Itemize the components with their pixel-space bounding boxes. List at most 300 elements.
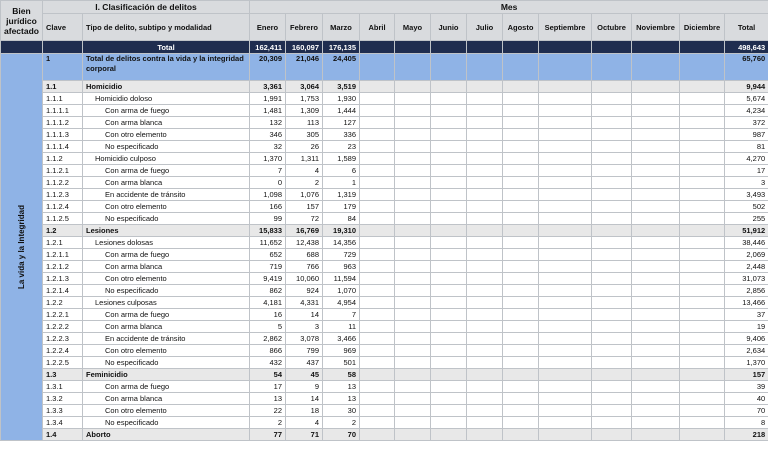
total-month-value — [503, 41, 539, 54]
table-row — [1, 165, 768, 177]
month-value: 688 — [286, 249, 323, 261]
month-value — [395, 129, 431, 141]
month-value: 14 — [286, 309, 323, 321]
month-value — [467, 141, 503, 153]
month-value — [632, 309, 680, 321]
month-value — [539, 213, 592, 225]
month-value — [539, 405, 592, 417]
month-value: 157 — [286, 201, 323, 213]
month-value — [467, 105, 503, 117]
clave-cell: 1.1.2.3 — [43, 189, 83, 201]
month-value — [539, 429, 592, 441]
month-header: Febrero — [286, 14, 323, 41]
month-value — [539, 105, 592, 117]
tipo-cell: Lesiones — [83, 225, 250, 237]
clave-cell: 1.4 — [43, 429, 83, 441]
row-total-value: 40 — [725, 393, 768, 405]
month-value: 1,319 — [323, 189, 360, 201]
table-row — [1, 261, 768, 273]
tipo-header: Tipo de delito, subtipo y modalidad — [83, 14, 250, 41]
month-value — [395, 381, 431, 393]
tipo-cell: Con otro elemento — [83, 201, 250, 213]
month-value — [395, 225, 431, 237]
month-value: 1,098 — [250, 189, 286, 201]
month-value — [360, 381, 395, 393]
month-value — [360, 225, 395, 237]
month-value — [467, 297, 503, 309]
month-value — [431, 249, 467, 261]
table-row — [1, 417, 768, 429]
month-value — [467, 345, 503, 357]
month-value — [680, 261, 725, 273]
row-total-value: 1,370 — [725, 357, 768, 369]
month-value — [431, 297, 467, 309]
month-value — [467, 165, 503, 177]
month-value: 1,930 — [323, 93, 360, 105]
month-value — [503, 225, 539, 237]
month-value: 19,310 — [323, 225, 360, 237]
month-value — [467, 261, 503, 273]
clave-cell: 1.2.1.3 — [43, 273, 83, 285]
month-value — [632, 333, 680, 345]
month-value — [503, 237, 539, 249]
total-header: Total — [725, 14, 768, 41]
table-row — [1, 273, 768, 285]
month-value — [592, 117, 632, 129]
month-value: 1,481 — [250, 105, 286, 117]
row-total-value: 38,446 — [725, 237, 768, 249]
month-value: 11,594 — [323, 273, 360, 285]
month-value: 0 — [250, 177, 286, 189]
month-value — [503, 213, 539, 225]
month-value — [539, 249, 592, 261]
month-value — [592, 405, 632, 417]
month-value — [503, 357, 539, 369]
month-value — [592, 189, 632, 201]
month-value — [539, 369, 592, 381]
month-value — [395, 105, 431, 117]
month-value: 127 — [323, 117, 360, 129]
month-header: Mayo — [395, 14, 431, 41]
month-value: 4,954 — [323, 297, 360, 309]
month-value: 963 — [323, 261, 360, 273]
month-value: 866 — [250, 345, 286, 357]
month-value — [503, 309, 539, 321]
month-value — [395, 81, 431, 93]
month-value — [539, 153, 592, 165]
month-value — [431, 213, 467, 225]
month-value — [539, 381, 592, 393]
month-value — [680, 177, 725, 189]
month-value — [395, 333, 431, 345]
month-value — [632, 165, 680, 177]
month-header: Septiembre — [539, 14, 592, 41]
tipo-cell: Lesiones dolosas — [83, 237, 250, 249]
month-value: 1,444 — [323, 105, 360, 117]
table-row — [1, 153, 768, 165]
row-total-value: 2,634 — [725, 345, 768, 357]
month-value — [395, 54, 431, 81]
month-header: Marzo — [323, 14, 360, 41]
tipo-cell: No especificado — [83, 213, 250, 225]
month-value: 13 — [250, 393, 286, 405]
mes-header: Mes — [250, 1, 768, 14]
row-total-value: 39 — [725, 381, 768, 393]
month-value — [431, 285, 467, 297]
month-value: 969 — [323, 345, 360, 357]
clave-cell: 1.1.1.3 — [43, 129, 83, 141]
month-value — [360, 429, 395, 441]
table-row — [1, 297, 768, 309]
row-total-value: 4,270 — [725, 153, 768, 165]
row-total-value: 81 — [725, 141, 768, 153]
month-value — [539, 165, 592, 177]
tipo-cell: En accidente de tránsito — [83, 333, 250, 345]
month-value — [503, 297, 539, 309]
tipo-cell: Homicidio doloso — [83, 93, 250, 105]
table-row — [1, 105, 768, 117]
month-value — [360, 153, 395, 165]
month-value: 719 — [250, 261, 286, 273]
row-total-value: 5,674 — [725, 93, 768, 105]
month-value — [539, 345, 592, 357]
table-row — [1, 249, 768, 261]
month-value — [503, 381, 539, 393]
clave-cell: 1.2.2.1 — [43, 309, 83, 321]
tipo-cell: Con otro elemento — [83, 405, 250, 417]
month-value — [360, 321, 395, 333]
month-value — [467, 273, 503, 285]
month-value — [431, 261, 467, 273]
month-value: 84 — [323, 213, 360, 225]
table-row — [1, 285, 768, 297]
month-value: 77 — [250, 429, 286, 441]
month-value — [592, 273, 632, 285]
month-value: 336 — [323, 129, 360, 141]
month-value — [592, 381, 632, 393]
month-value — [632, 213, 680, 225]
month-value: 1,991 — [250, 93, 286, 105]
month-value — [360, 93, 395, 105]
month-value — [395, 153, 431, 165]
month-value — [539, 273, 592, 285]
month-value: 30 — [323, 405, 360, 417]
row-total-value: 17 — [725, 165, 768, 177]
month-value — [431, 345, 467, 357]
clave-cell: 1.2.2.4 — [43, 345, 83, 357]
month-value — [431, 105, 467, 117]
month-value — [539, 237, 592, 249]
month-value — [503, 333, 539, 345]
month-value: 799 — [286, 345, 323, 357]
month-value: 766 — [286, 261, 323, 273]
month-value — [395, 357, 431, 369]
month-value: 3,078 — [286, 333, 323, 345]
month-value — [395, 321, 431, 333]
month-value — [360, 261, 395, 273]
month-value — [680, 345, 725, 357]
month-value — [539, 333, 592, 345]
tipo-cell: Total de delitos contra la vida y la integridad corporal — [83, 54, 250, 81]
month-value — [431, 309, 467, 321]
month-value — [632, 249, 680, 261]
month-value: 437 — [286, 357, 323, 369]
clave-cell: 1.1.2.4 — [43, 201, 83, 213]
tipo-cell: Con otro elemento — [83, 345, 250, 357]
month-value — [395, 177, 431, 189]
clave-cell: 1.1.2.2 — [43, 177, 83, 189]
month-value — [467, 333, 503, 345]
clave-cell: 1.1.2 — [43, 153, 83, 165]
month-header: Octubre — [592, 14, 632, 41]
month-value — [539, 129, 592, 141]
month-value — [431, 81, 467, 93]
month-value — [632, 297, 680, 309]
tipo-cell: Homicidio — [83, 81, 250, 93]
month-value — [592, 417, 632, 429]
month-value — [431, 165, 467, 177]
month-value — [680, 213, 725, 225]
clasificacion-header: I. Clasificación de delitos — [43, 1, 250, 14]
month-value — [632, 93, 680, 105]
month-value: 729 — [323, 249, 360, 261]
month-value — [592, 321, 632, 333]
table-row — [1, 345, 768, 357]
total-month-value — [632, 41, 680, 54]
tipo-cell: No especificado — [83, 357, 250, 369]
row-total-value: 157 — [725, 369, 768, 381]
month-value — [360, 357, 395, 369]
month-value: 179 — [323, 201, 360, 213]
month-value — [395, 165, 431, 177]
month-value — [467, 81, 503, 93]
month-value — [680, 165, 725, 177]
month-value — [395, 237, 431, 249]
month-value: 652 — [250, 249, 286, 261]
month-value — [632, 225, 680, 237]
month-value — [503, 417, 539, 429]
month-value — [680, 81, 725, 93]
month-value — [503, 129, 539, 141]
month-value — [592, 249, 632, 261]
month-value — [539, 141, 592, 153]
month-value — [632, 345, 680, 357]
month-value — [395, 213, 431, 225]
clave-cell: 1.2.1.4 — [43, 285, 83, 297]
month-value — [680, 117, 725, 129]
table-row — [1, 129, 768, 141]
month-value — [680, 333, 725, 345]
month-value — [360, 54, 395, 81]
month-value — [395, 345, 431, 357]
month-value — [539, 54, 592, 81]
month-value — [632, 273, 680, 285]
month-value — [680, 93, 725, 105]
clave-cell: 1.3.4 — [43, 417, 83, 429]
month-value — [467, 153, 503, 165]
month-value — [592, 333, 632, 345]
month-value — [539, 357, 592, 369]
month-value — [503, 153, 539, 165]
month-value — [360, 273, 395, 285]
month-value — [632, 177, 680, 189]
month-value: 3,361 — [250, 81, 286, 93]
month-value — [360, 285, 395, 297]
month-value: 2 — [286, 177, 323, 189]
month-value: 21,046 — [286, 54, 323, 81]
month-value — [503, 105, 539, 117]
month-value — [680, 321, 725, 333]
clave-cell: 1.3.2 — [43, 393, 83, 405]
tipo-cell: Feminicidio — [83, 369, 250, 381]
month-value — [503, 54, 539, 81]
month-value — [431, 141, 467, 153]
tipo-cell: Aborto — [83, 429, 250, 441]
tipo-cell: Lesiones culposas — [83, 297, 250, 309]
month-value — [592, 225, 632, 237]
month-value — [680, 249, 725, 261]
month-value — [467, 129, 503, 141]
month-value — [503, 81, 539, 93]
clave-cell: 1 — [43, 54, 83, 81]
month-value: 2 — [323, 417, 360, 429]
month-value: 3,519 — [323, 81, 360, 93]
month-value: 45 — [286, 369, 323, 381]
month-value — [360, 297, 395, 309]
month-value — [503, 285, 539, 297]
month-value — [431, 177, 467, 189]
month-value — [632, 201, 680, 213]
total-month-value: 162,411 — [250, 41, 286, 54]
month-value — [360, 333, 395, 345]
month-header: Enero — [250, 14, 286, 41]
clave-cell: 1.3.1 — [43, 381, 83, 393]
total-month-value: 176,135 — [323, 41, 360, 54]
month-header: Noviembre — [632, 14, 680, 41]
clave-cell: 1.2.1.1 — [43, 249, 83, 261]
month-value: 432 — [250, 357, 286, 369]
month-value: 13 — [323, 381, 360, 393]
total-grand-value: 498,643 — [725, 41, 768, 54]
month-value — [539, 309, 592, 321]
month-value — [395, 189, 431, 201]
month-value — [539, 393, 592, 405]
month-value — [395, 393, 431, 405]
clave-cell: 1.1.1.1 — [43, 105, 83, 117]
month-value — [539, 117, 592, 129]
month-value — [503, 249, 539, 261]
month-value: 1,370 — [250, 153, 286, 165]
month-value — [632, 81, 680, 93]
tipo-cell: No especificado — [83, 417, 250, 429]
month-value — [680, 129, 725, 141]
row-total-value: 2,069 — [725, 249, 768, 261]
table-row — [1, 429, 768, 441]
month-value — [467, 249, 503, 261]
month-value — [360, 213, 395, 225]
month-value: 1,076 — [286, 189, 323, 201]
month-value — [632, 129, 680, 141]
month-value — [431, 357, 467, 369]
month-value — [431, 129, 467, 141]
month-value — [632, 357, 680, 369]
table-row — [1, 189, 768, 201]
month-value — [680, 201, 725, 213]
month-value: 1,070 — [323, 285, 360, 297]
month-value: 20,309 — [250, 54, 286, 81]
tipo-cell: Con arma blanca — [83, 117, 250, 129]
month-value: 2,862 — [250, 333, 286, 345]
row-total-value: 13,466 — [725, 297, 768, 309]
month-value: 15,833 — [250, 225, 286, 237]
month-value — [539, 177, 592, 189]
bien-juridico-cell — [1, 54, 43, 441]
month-header: Agosto — [503, 14, 539, 41]
month-value: 13 — [323, 393, 360, 405]
month-value — [431, 117, 467, 129]
month-value: 862 — [250, 285, 286, 297]
month-value — [431, 201, 467, 213]
row-total-value: 3 — [725, 177, 768, 189]
month-value — [467, 237, 503, 249]
row-total-value: 65,760 — [725, 54, 768, 81]
month-value — [632, 393, 680, 405]
month-value — [360, 309, 395, 321]
month-value: 14,356 — [323, 237, 360, 249]
month-value — [680, 105, 725, 117]
month-value — [632, 153, 680, 165]
month-value — [431, 225, 467, 237]
row-total-value: 31,073 — [725, 273, 768, 285]
tipo-cell: Con arma blanca — [83, 393, 250, 405]
clave-cell: 1.2 — [43, 225, 83, 237]
month-value: 54 — [250, 369, 286, 381]
month-value: 12,438 — [286, 237, 323, 249]
month-value — [680, 273, 725, 285]
tipo-cell: Con arma de fuego — [83, 105, 250, 117]
table-row — [1, 393, 768, 405]
month-value — [395, 285, 431, 297]
month-value: 924 — [286, 285, 323, 297]
tipo-cell: Con arma blanca — [83, 321, 250, 333]
table-row — [1, 225, 768, 237]
month-value: 17 — [250, 381, 286, 393]
month-value — [539, 81, 592, 93]
month-value — [539, 285, 592, 297]
month-value — [632, 417, 680, 429]
clave-cell: 1.1.1 — [43, 93, 83, 105]
month-value — [503, 201, 539, 213]
month-value — [431, 333, 467, 345]
month-value — [360, 177, 395, 189]
month-value — [395, 369, 431, 381]
month-value: 1,311 — [286, 153, 323, 165]
tipo-cell: Con arma de fuego — [83, 309, 250, 321]
month-value — [503, 345, 539, 357]
month-value — [431, 93, 467, 105]
month-value — [680, 405, 725, 417]
month-value — [360, 249, 395, 261]
month-value — [431, 189, 467, 201]
tipo-cell: Con arma de fuego — [83, 249, 250, 261]
month-value — [632, 285, 680, 297]
month-value: 9,419 — [250, 273, 286, 285]
month-value: 7 — [250, 165, 286, 177]
month-value — [395, 261, 431, 273]
table-row — [1, 369, 768, 381]
tipo-cell: Con arma blanca — [83, 177, 250, 189]
month-value — [632, 141, 680, 153]
